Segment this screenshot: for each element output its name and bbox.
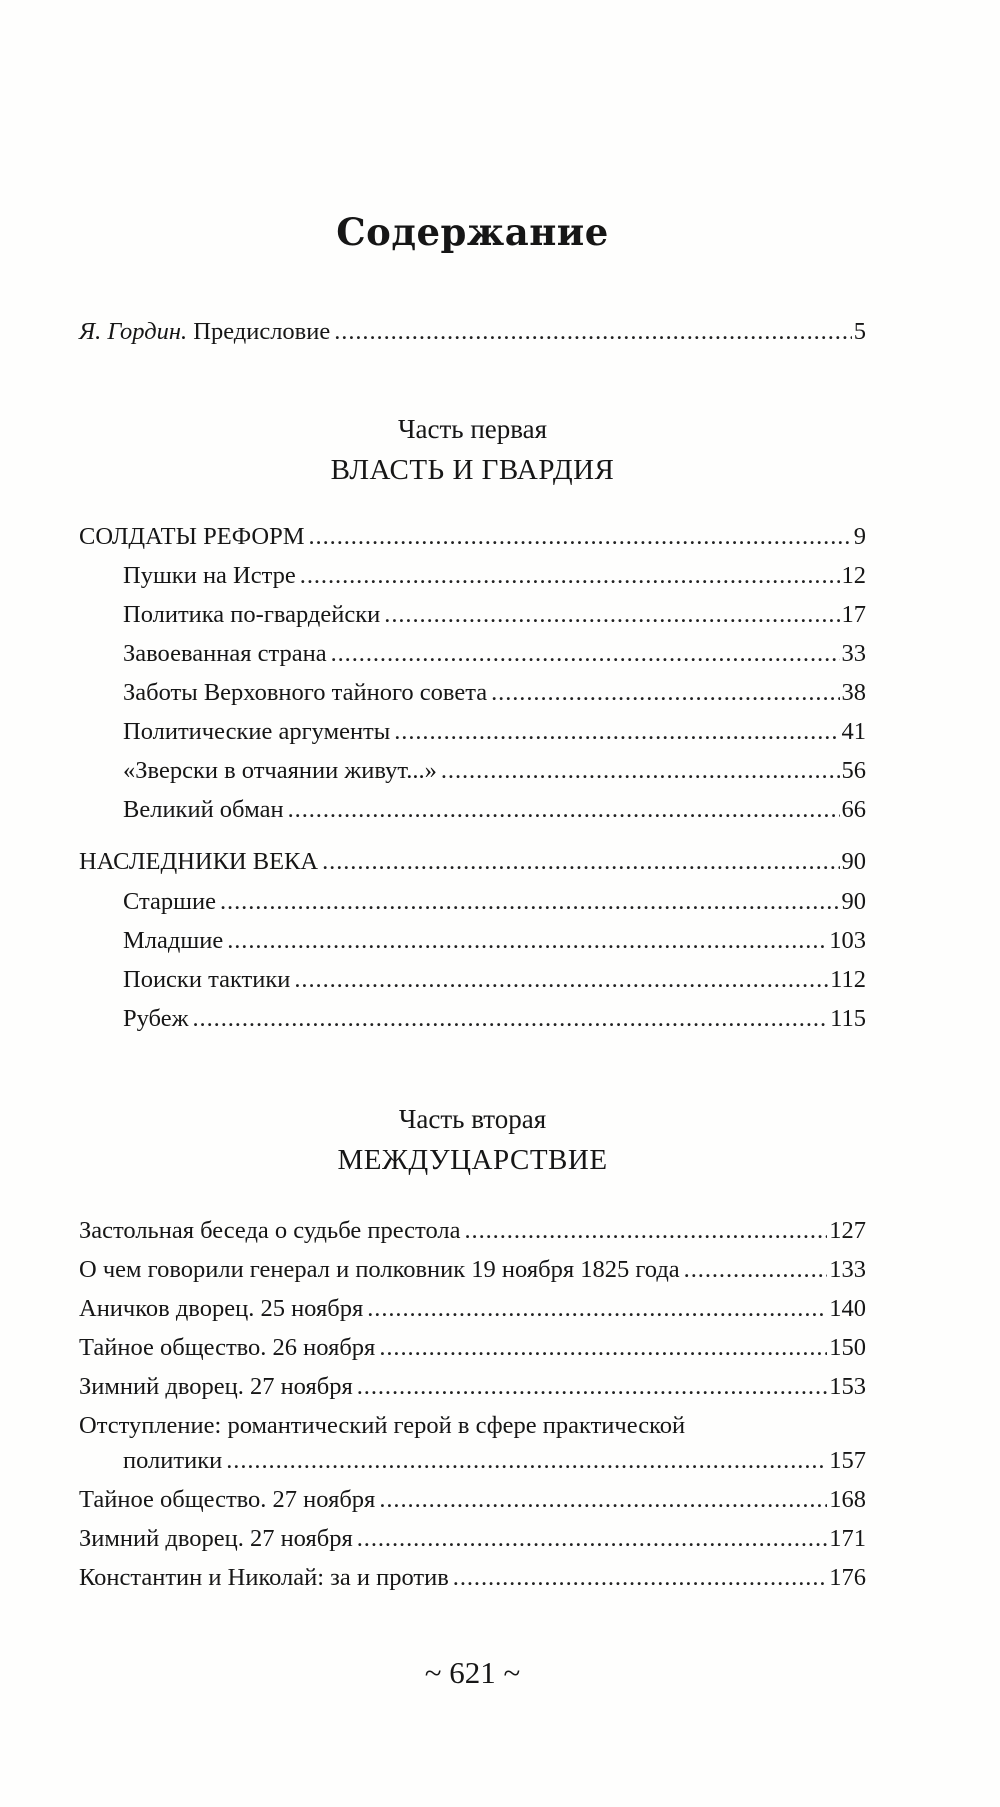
toc-entry-label: Старшие <box>123 888 216 915</box>
toc-page-number: 90 <box>841 848 866 875</box>
toc-entry[interactable] <box>79 1483 866 1517</box>
toc-entry-label: Завоеванная страна <box>123 640 327 667</box>
dot-leader <box>384 598 839 632</box>
toc-entry-label: Константин и Николай: за и против <box>79 1564 449 1591</box>
toc-entry-label: НАСЛЕДНИКИ ВЕКА <box>79 848 319 875</box>
toc-entry-label: О чем говорили генерал и полковник 19 ноября 1825 года <box>79 1256 680 1283</box>
toc-entry-label: Застольная беседа о судьбе престола <box>79 1217 461 1244</box>
toc-entry-label: Заботы Верховного тайного совета <box>123 679 488 706</box>
dot-leader <box>453 1561 827 1595</box>
toc-entry[interactable] <box>123 676 866 710</box>
toc-entry-label: Пушки на Истре <box>123 562 296 589</box>
part2-label: Часть вторая <box>398 1104 547 1134</box>
toc-entry-label <box>79 315 330 349</box>
toc-page-number: 171 <box>829 1525 866 1552</box>
dot-leader <box>357 1522 828 1556</box>
toc-entry[interactable] <box>123 924 866 958</box>
toc-page-number: 168 <box>829 1486 866 1513</box>
toc-entry-label: СОЛДАТЫ РЕФОРМ <box>79 523 305 550</box>
toc-section-soldiers-of-reforms[interactable] <box>79 520 866 554</box>
preface-author: Я. Гордин. <box>79 318 188 345</box>
toc-page-number: 133 <box>829 1256 866 1283</box>
dot-leader <box>367 1292 827 1326</box>
part2-title: МЕЖДУЦАРСТВИЕ <box>337 1144 608 1176</box>
toc-section-heirs-of-the-age[interactable] <box>79 845 866 879</box>
toc-page-number: 5 <box>853 318 866 345</box>
toc-entry-label: Политика по-гвардейски <box>123 601 381 628</box>
dot-leader <box>193 1002 829 1036</box>
dot-leader <box>394 715 839 749</box>
toc-entry[interactable] <box>79 1253 866 1287</box>
toc-entry[interactable] <box>123 963 866 997</box>
part1-label: Часть первая <box>397 414 548 444</box>
toc-entry[interactable] <box>123 754 866 788</box>
toc-entry[interactable] <box>123 885 866 919</box>
toc-entry[interactable] <box>79 1370 866 1404</box>
toc-entry[interactable] <box>123 1444 866 1478</box>
dot-leader <box>331 637 840 671</box>
toc-page-number: 176 <box>829 1564 866 1591</box>
toc-entry-label: политики <box>123 1447 223 1474</box>
toc-entry-label: Политические аргументы <box>123 718 391 745</box>
toc-page-number: 127 <box>829 1217 866 1244</box>
toc-page-number: 153 <box>829 1373 866 1400</box>
toc-page-number: 157 <box>829 1447 866 1474</box>
toc-page-number: 112 <box>830 966 866 993</box>
dot-leader <box>379 1331 827 1365</box>
toc-entry[interactable] <box>123 598 866 632</box>
toc-entry-label: Поиски тактики <box>123 966 291 993</box>
toc-page <box>79 0 866 1807</box>
preface-title: Предисловие <box>193 318 331 345</box>
toc-page-number: 115 <box>830 1005 866 1032</box>
toc-page-number: 56 <box>841 757 866 784</box>
dot-leader <box>464 1214 827 1248</box>
dot-leader <box>441 754 840 788</box>
dot-leader <box>334 315 852 349</box>
toc-page-number: 12 <box>841 562 866 589</box>
toc-entry-label: «Зверски в отчаянии живут...» <box>123 757 437 784</box>
toc-entry-preface[interactable] <box>79 315 866 349</box>
toc-page-number: 38 <box>841 679 866 706</box>
toc-entry[interactable] <box>123 1002 866 1036</box>
toc-page-number: 150 <box>829 1334 866 1361</box>
toc-page-number: 140 <box>829 1295 866 1322</box>
dot-leader <box>220 885 840 919</box>
toc-entry-label: Тайное общество. 26 ноября <box>79 1334 376 1361</box>
dot-leader <box>684 1253 828 1287</box>
toc-page-number: 90 <box>841 888 866 915</box>
toc-entry[interactable] <box>123 793 866 827</box>
dot-leader <box>322 845 839 879</box>
toc-entry-label-line1[interactable]: Отступление: романтический герой в сфере практической <box>79 1412 686 1439</box>
toc-page-number: 17 <box>841 601 866 628</box>
toc-page-number: 66 <box>841 796 866 823</box>
dot-leader <box>227 924 827 958</box>
toc-entry[interactable] <box>123 637 866 671</box>
toc-page-number: 9 <box>853 523 866 550</box>
toc-entry-label: Зимний дворец. 27 ноября <box>79 1525 353 1552</box>
page-title: Содержание <box>336 210 609 254</box>
dot-leader <box>309 520 852 554</box>
toc-entry[interactable] <box>79 1214 866 1248</box>
dot-leader <box>300 559 840 593</box>
part1-title: ВЛАСТЬ И ГВАРДИЯ <box>330 454 615 486</box>
dot-leader <box>226 1444 827 1478</box>
toc-entry[interactable] <box>79 1331 866 1365</box>
toc-entry-label: Младшие <box>123 927 224 954</box>
toc-entry[interactable] <box>79 1561 866 1595</box>
toc-page-number: 41 <box>841 718 866 745</box>
toc-entry-label: Аничков дворец. 25 ноября <box>79 1295 364 1322</box>
toc-page-number: 103 <box>829 927 866 954</box>
page-number-folio: ~ 621 ~ <box>424 1655 521 1690</box>
toc-entry-label: Тайное общество. 27 ноября <box>79 1486 376 1513</box>
toc-page-number: 33 <box>841 640 866 667</box>
dot-leader <box>288 793 840 827</box>
toc-entry[interactable] <box>123 715 866 749</box>
toc-entry[interactable] <box>79 1292 866 1326</box>
dot-leader <box>491 676 839 710</box>
dot-leader <box>294 963 828 997</box>
toc-entry-label: Зимний дворец. 27 ноября <box>79 1373 353 1400</box>
toc-entry-label: Рубеж <box>123 1005 189 1032</box>
toc-entry-label: Великий обман <box>123 796 284 823</box>
dot-leader <box>357 1370 828 1404</box>
toc-entry[interactable] <box>123 559 866 593</box>
dot-leader <box>379 1483 827 1517</box>
toc-entry[interactable] <box>79 1522 866 1556</box>
